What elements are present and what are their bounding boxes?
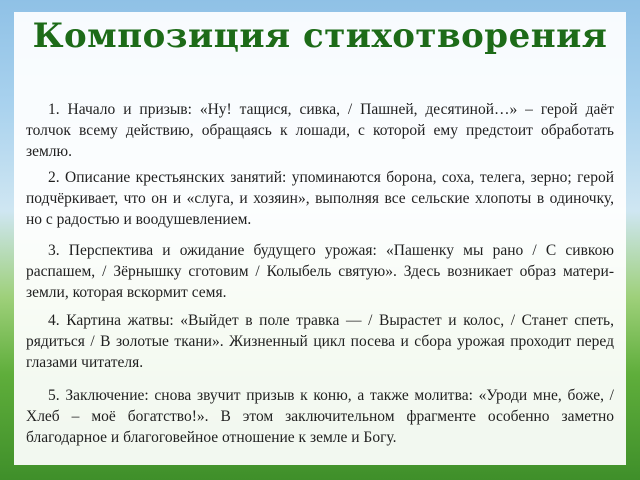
- paragraph-3: 3. Перспектива и ожидание будущего урожая: «Пашенку мы рано / С сивкою распашем, / Зёрнышку сготовим / Колыбель святую». Здесь возникает образ матери-земли, которая вскормит семя.: [26, 242, 614, 301]
- paragraph-1: 1. Начало и призыв: «Ну! тащися, сивка, / Пашней, десятиной…» – герой даёт толчок всему действию, обращаясь к лошади, с которой ему предстоит обработать землю.: [26, 101, 614, 160]
- paragraph-4: 4. Картина жатвы: «Выйдет в поле травка — / Вырастет и колос, / Станет спеть, рядиться / В золотые ткани». Жизненный цикл посева и сбора урожая проходит перед глазами читателя.: [26, 312, 614, 371]
- slide-title: Композиция стихотворения: [32, 16, 608, 56]
- paragraph-2: 2. Описание крестьянских занятий: упоминаются борона, соха, телега, зерно; герой подчёркивает, что он и «слуга, и хозяин», выполняя все сельские хлопоты в одиночку, но с радостью и воодушевлением.: [26, 169, 614, 228]
- paragraph-5: 5. Заключение: снова звучит призыв к коню, а также молитва: «Уроди мне, боже, / Хлеб – моё богатство!». В этом заключительном фрагменте особенно заметно благодарное и благоговейное отношение к земле и Богу.: [26, 387, 614, 446]
